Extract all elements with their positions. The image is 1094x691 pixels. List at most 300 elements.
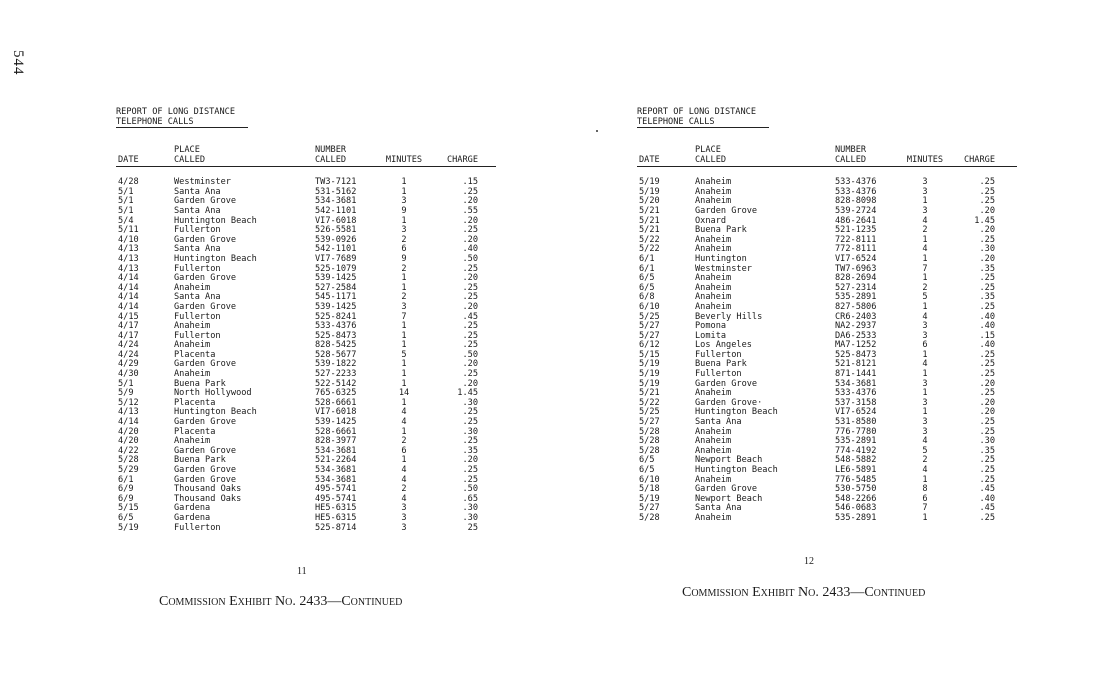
cell-minutes: 4 <box>401 465 407 475</box>
cell-minutes: 4 <box>401 493 407 504</box>
cell-number: 776-5485 <box>835 474 877 485</box>
cell-place: Fullerton <box>174 263 221 274</box>
cell-place: Fullerton <box>174 330 221 341</box>
cell-place: Anaheim <box>695 292 732 303</box>
table-row <box>637 399 1017 409</box>
cell-number: 871-1441 <box>835 369 877 380</box>
cell-place: Anaheim <box>695 445 732 456</box>
table-header <box>637 144 1017 167</box>
header-place: PLACE CALLED <box>174 145 206 165</box>
cell-place: Los Angeles <box>695 340 752 351</box>
cell-place: Garden Grove <box>695 378 758 389</box>
cell-place: Beverly Hills <box>695 311 763 322</box>
cell-number: VI7-6018 <box>315 215 357 226</box>
cell-place: Garden Grove <box>174 474 237 485</box>
header-charge: CHARGE <box>963 154 995 165</box>
cell-date: 6/5 <box>639 465 655 475</box>
cell-charge: .55 <box>462 205 478 216</box>
cell-charge: .25 <box>979 465 995 475</box>
cell-date: 5/1 <box>118 378 134 389</box>
cell-minutes: 3 <box>922 417 928 428</box>
cell-place: Buena Park <box>695 225 747 236</box>
table-row <box>637 389 1017 399</box>
cell-date: 5/12 <box>118 397 139 408</box>
cell-place: Fullerton <box>695 369 742 380</box>
cell-charge: .45 <box>462 311 478 322</box>
table-row <box>637 447 1017 457</box>
cell-number: 535-2891 <box>835 436 877 447</box>
cell-minutes: 5 <box>401 349 407 360</box>
cell-minutes: 9 <box>401 205 407 216</box>
cell-number: 828-8098 <box>835 196 877 207</box>
table-row <box>637 466 1017 476</box>
cell-minutes: 6 <box>401 445 407 456</box>
cell-number: 535-2891 <box>835 292 877 303</box>
cell-place: Lomita <box>695 330 727 341</box>
table-row <box>637 178 1017 188</box>
cell-number: 533-4376 <box>835 177 877 188</box>
cell-number: 828-2694 <box>835 273 877 284</box>
cell-charge: .25 <box>979 301 995 312</box>
table-row <box>637 351 1017 361</box>
cell-minutes: 4 <box>401 407 407 418</box>
cell-minutes: 1 <box>401 359 407 370</box>
cell-place: North Hollywood <box>174 388 252 399</box>
cell-charge: .25 <box>462 369 478 380</box>
cell-charge: .25 <box>979 234 995 245</box>
cell-minutes: 6 <box>922 340 928 351</box>
cell-charge: .25 <box>462 465 478 475</box>
cell-minutes: 3 <box>922 426 928 437</box>
cell-number: 527-2233 <box>315 369 357 380</box>
cell-place: Newport Beach <box>695 455 763 466</box>
cell-charge: .25 <box>979 417 995 428</box>
cell-minutes: 3 <box>401 503 407 514</box>
cell-number: 539-0926 <box>315 234 357 245</box>
cell-number: 525-8473 <box>835 349 877 360</box>
cell-number: 525-8714 <box>315 522 357 533</box>
cell-place: Garden Grove <box>174 359 237 370</box>
cell-date: 4/13 <box>118 263 139 274</box>
cell-charge: .30 <box>462 512 478 523</box>
cell-place: Pomona <box>695 321 727 332</box>
cell-charge: .40 <box>462 244 478 255</box>
table-row <box>116 360 496 370</box>
cell-charge: .25 <box>462 321 478 332</box>
cell-minutes: 1 <box>401 177 407 188</box>
cell-charge: .25 <box>979 359 995 370</box>
cell-number: 525-8241 <box>315 311 357 322</box>
table-row <box>116 514 496 524</box>
table-row <box>637 408 1017 418</box>
cell-date: 4/30 <box>118 369 139 380</box>
cell-date: 6/5 <box>639 455 655 466</box>
cell-place: Garden Grove <box>174 234 237 245</box>
cell-place: Buena Park <box>695 359 747 370</box>
cell-place: Garden Grove <box>174 196 237 207</box>
cell-minutes: 2 <box>401 292 407 303</box>
cell-number: 530-5750 <box>835 484 877 495</box>
cell-number: CR6-2403 <box>835 311 877 322</box>
cell-place: Anaheim <box>695 244 732 255</box>
cell-minutes: 4 <box>922 465 928 475</box>
cell-place: Fullerton <box>174 311 221 322</box>
cell-number: 527-2584 <box>315 282 357 293</box>
cell-date: 4/14 <box>118 301 139 312</box>
cell-minutes: 2 <box>922 455 928 466</box>
cell-place: Anaheim <box>695 426 732 437</box>
cell-date: 4/13 <box>118 253 139 264</box>
cell-place: Anaheim <box>695 234 732 245</box>
table-row <box>637 370 1017 380</box>
cell-place: Anaheim <box>695 282 732 293</box>
table-row <box>116 303 496 313</box>
cell-charge: .30 <box>462 503 478 514</box>
table-row <box>116 495 496 505</box>
cell-place: Westminster <box>174 177 231 188</box>
cell-minutes: 1 <box>922 234 928 245</box>
cell-date: 4/14 <box>118 292 139 303</box>
cell-date: 5/20 <box>639 196 660 207</box>
cell-charge: .40 <box>979 340 995 351</box>
cell-place: Fullerton <box>174 522 221 533</box>
right-report <box>637 108 1017 524</box>
cell-date: 5/15 <box>639 349 660 360</box>
cell-number: 774-4192 <box>835 445 877 456</box>
table-row <box>637 332 1017 342</box>
cell-place: Huntington Beach <box>174 253 257 264</box>
cell-number: 776-7780 <box>835 426 877 437</box>
cell-number: 534-3681 <box>315 474 357 485</box>
cell-number: TW3-7121 <box>315 177 357 188</box>
cell-place: Garden Grove <box>174 417 237 428</box>
cell-number: 772-8111 <box>835 244 877 255</box>
cell-place: Huntington <box>695 253 747 264</box>
cell-minutes: 2 <box>922 282 928 293</box>
cell-number: 765-6325 <box>315 388 357 399</box>
cell-charge: .30 <box>979 244 995 255</box>
cell-date: 6/10 <box>639 301 660 312</box>
cell-minutes: 5 <box>922 445 928 456</box>
table-row <box>116 197 496 207</box>
cell-charge: .65 <box>462 493 478 504</box>
cell-place: Garden Grove <box>174 445 237 456</box>
cell-number: 525-1079 <box>315 263 357 274</box>
cell-number: VI7-6018 <box>315 407 357 418</box>
cell-minutes: 3 <box>401 196 407 207</box>
cell-charge: .40 <box>979 493 995 504</box>
left-exhibit-caption: Commission Exhibit No. 2433—Continued <box>159 594 403 609</box>
cell-charge: .25 <box>462 263 478 274</box>
cell-date: 5/27 <box>639 417 660 428</box>
cell-place: Anaheim <box>695 273 732 284</box>
cell-charge: 25 <box>467 522 478 533</box>
table-row <box>116 255 496 265</box>
table-row <box>637 504 1017 514</box>
table-row <box>637 437 1017 447</box>
cell-date: 6/5 <box>639 282 655 293</box>
cell-minutes: 1 <box>401 273 407 284</box>
cell-charge: .20 <box>979 253 995 264</box>
header-place: PLACE CALLED <box>695 145 727 165</box>
table-row <box>116 188 496 198</box>
cell-minutes: 3 <box>922 378 928 389</box>
cell-charge: .25 <box>462 407 478 418</box>
cell-date: 5/28 <box>639 426 660 437</box>
cell-place: Anaheim <box>174 369 211 380</box>
cell-place: Huntington Beach <box>695 465 778 475</box>
cell-place: Anaheim <box>695 474 732 485</box>
cell-number: 531-8580 <box>835 417 877 428</box>
cell-date: 5/22 <box>639 234 660 245</box>
cell-minutes: 1 <box>401 369 407 380</box>
cell-number: 539-1425 <box>315 301 357 312</box>
table-row <box>637 255 1017 265</box>
cell-date: 5/19 <box>639 493 660 504</box>
cell-date: 5/25 <box>639 407 660 418</box>
cell-number: VI7-7689 <box>315 253 357 264</box>
cell-place: Anaheim <box>174 436 211 447</box>
cell-charge: .25 <box>462 292 478 303</box>
cell-place: Garden Grove <box>695 484 758 495</box>
cell-date: 6/1 <box>639 263 655 274</box>
cell-number: 533-4376 <box>835 186 877 197</box>
cell-minutes: 1 <box>401 282 407 293</box>
cell-date: 5/1 <box>118 205 134 216</box>
cell-place: Santa Ana <box>695 417 742 428</box>
cell-charge: .25 <box>979 273 995 284</box>
cell-date: 5/9 <box>118 388 134 399</box>
table-row <box>637 284 1017 294</box>
cell-number: LE6-5891 <box>835 465 877 475</box>
table-row <box>637 418 1017 428</box>
cell-date: 5/15 <box>118 503 139 514</box>
table-row <box>116 389 496 399</box>
table-row <box>116 380 496 390</box>
cell-number: MA7-1252 <box>835 340 877 351</box>
cell-minutes: 1 <box>922 273 928 284</box>
table-row <box>116 245 496 255</box>
cell-date: 4/13 <box>118 244 139 255</box>
cell-minutes: 1 <box>922 196 928 207</box>
report-title-line1: REPORT OF LONG DISTANCE <box>116 107 235 117</box>
header-minutes: MINUTES <box>906 154 944 165</box>
cell-date: 5/27 <box>639 330 660 341</box>
cell-number: 546-0683 <box>835 503 877 514</box>
table-row <box>116 408 496 418</box>
table-row <box>116 370 496 380</box>
cell-date: 5/21 <box>639 225 660 236</box>
cell-place: Garden Grove <box>174 273 237 284</box>
cell-date: 6/8 <box>639 292 655 303</box>
cell-date: 5/22 <box>639 244 660 255</box>
cell-minutes: 5 <box>922 292 928 303</box>
cell-number: 528-6661 <box>315 397 357 408</box>
cell-minutes: 1 <box>922 349 928 360</box>
cell-minutes: 3 <box>401 522 407 533</box>
cell-number: 522-5142 <box>315 378 357 389</box>
cell-minutes: 2 <box>401 436 407 447</box>
cell-date: 5/19 <box>639 359 660 370</box>
cell-number: 539-1822 <box>315 359 357 370</box>
cell-charge: .20 <box>462 455 478 466</box>
cell-number: 534-3681 <box>315 465 357 475</box>
cell-minutes: 7 <box>922 263 928 274</box>
cell-minutes: 4 <box>401 474 407 485</box>
table-row <box>116 313 496 323</box>
cell-charge: .25 <box>979 282 995 293</box>
cell-charge: .45 <box>979 503 995 514</box>
table-row <box>116 399 496 409</box>
cell-date: 5/21 <box>639 215 660 226</box>
table-row <box>116 476 496 486</box>
table-row <box>637 236 1017 246</box>
cell-charge: .20 <box>462 378 478 389</box>
table-row <box>637 322 1017 332</box>
cell-number: HE5-6315 <box>315 503 357 514</box>
cell-date: 4/17 <box>118 321 139 332</box>
table-row <box>116 322 496 332</box>
cell-place: Anaheim <box>695 177 732 188</box>
cell-charge: .20 <box>462 301 478 312</box>
cell-date: 5/27 <box>639 503 660 514</box>
cell-charge: .50 <box>462 484 478 495</box>
cell-place: Huntington Beach <box>174 215 257 226</box>
cell-place: Placenta <box>174 397 216 408</box>
cell-date: 4/10 <box>118 234 139 245</box>
table-row <box>116 332 496 342</box>
cell-date: 4/24 <box>118 349 139 360</box>
cell-minutes: 4 <box>922 436 928 447</box>
table-row <box>116 428 496 438</box>
table-row <box>637 197 1017 207</box>
cell-date: 5/1 <box>118 196 134 207</box>
cell-date: 5/21 <box>639 205 660 216</box>
cell-charge: .20 <box>979 407 995 418</box>
cell-minutes: 1 <box>922 388 928 399</box>
cell-charge: .25 <box>979 426 995 437</box>
cell-place: Santa Ana <box>174 205 221 216</box>
cell-minutes: 3 <box>922 397 928 408</box>
table-row <box>637 245 1017 255</box>
cell-place: Fullerton <box>695 349 742 360</box>
cell-number: 521-8121 <box>835 359 877 370</box>
cell-number: 828-3977 <box>315 436 357 447</box>
cell-number: VI7-6524 <box>835 407 877 418</box>
cell-minutes: 1 <box>922 407 928 418</box>
cell-date: 5/25 <box>639 311 660 322</box>
cell-date: 6/5 <box>118 512 134 523</box>
vertical-page-number: 544 <box>10 50 26 76</box>
cell-minutes: 1 <box>401 186 407 197</box>
cell-date: 5/19 <box>639 186 660 197</box>
cell-charge: .25 <box>462 225 478 236</box>
cell-minutes: 1 <box>401 455 407 466</box>
table-row <box>116 207 496 217</box>
cell-place: Anaheim <box>695 301 732 312</box>
cell-minutes: 1 <box>922 512 928 523</box>
header-date: DATE <box>118 154 139 165</box>
cell-minutes: 1 <box>401 426 407 437</box>
cell-minutes: 2 <box>922 225 928 236</box>
report-title <box>637 108 769 128</box>
cell-minutes: 1 <box>922 474 928 485</box>
cell-minutes: 1 <box>401 215 407 226</box>
cell-minutes: 1 <box>922 301 928 312</box>
cell-minutes: 1 <box>922 253 928 264</box>
cell-date: 5/28 <box>118 455 139 466</box>
cell-place: Buena Park <box>174 455 226 466</box>
cell-place: Anaheim <box>695 186 732 197</box>
cell-number: DA6-2533 <box>835 330 877 341</box>
table-row <box>637 476 1017 486</box>
cell-date: 5/21 <box>639 388 660 399</box>
cell-charge: .15 <box>462 177 478 188</box>
cell-number: 537-3158 <box>835 397 877 408</box>
report-title-line2: TELEPHONE CALLS <box>637 116 715 127</box>
cell-date: 5/19 <box>639 369 660 380</box>
call-list <box>116 178 496 533</box>
table-row <box>116 293 496 303</box>
left-report <box>116 108 496 533</box>
cell-place: Gardena <box>174 512 211 523</box>
table-row <box>116 217 496 227</box>
cell-place: Oxnard <box>695 215 727 226</box>
cell-charge: .20 <box>979 205 995 216</box>
cell-place: Anaheim <box>695 512 732 523</box>
cell-number: 534-3681 <box>315 196 357 207</box>
cell-charge: .20 <box>462 273 478 284</box>
cell-charge: .25 <box>462 436 478 447</box>
cell-minutes: 3 <box>922 321 928 332</box>
table-row <box>116 284 496 294</box>
table-row <box>637 428 1017 438</box>
cell-charge: .35 <box>979 292 995 303</box>
cell-number: TW7-6963 <box>835 263 877 274</box>
table-row <box>637 207 1017 217</box>
cell-minutes: 1 <box>401 321 407 332</box>
cell-number: 539-2724 <box>835 205 877 216</box>
cell-date: 4/14 <box>118 282 139 293</box>
cell-date: 4/17 <box>118 330 139 341</box>
cell-date: 6/1 <box>118 474 134 485</box>
cell-date: 5/4 <box>118 215 134 226</box>
cell-charge: .20 <box>462 196 478 207</box>
cell-place: Placenta <box>174 426 216 437</box>
cell-minutes: 2 <box>401 234 407 245</box>
cell-number: 495-5741 <box>315 493 357 504</box>
cell-charge: .25 <box>979 388 995 399</box>
cell-charge: .50 <box>462 349 478 360</box>
cell-date: 4/13 <box>118 407 139 418</box>
cell-number: 539-1425 <box>315 273 357 284</box>
cell-charge: .20 <box>462 234 478 245</box>
cell-place: Garden Grove <box>174 465 237 475</box>
cell-date: 5/29 <box>118 465 139 475</box>
cell-date: 5/22 <box>639 397 660 408</box>
cell-date: 5/28 <box>639 445 660 456</box>
cell-date: 6/1 <box>639 253 655 264</box>
table-row <box>637 495 1017 505</box>
cell-place: Anaheim <box>695 436 732 447</box>
cell-date: 5/28 <box>639 512 660 523</box>
report-title-line2: TELEPHONE CALLS <box>116 116 194 127</box>
table-row <box>116 456 496 466</box>
cell-charge: .25 <box>462 330 478 341</box>
header-number: NUMBER CALLED <box>835 145 867 165</box>
cell-number: NA2-2937 <box>835 321 877 332</box>
cell-minutes: 3 <box>922 186 928 197</box>
